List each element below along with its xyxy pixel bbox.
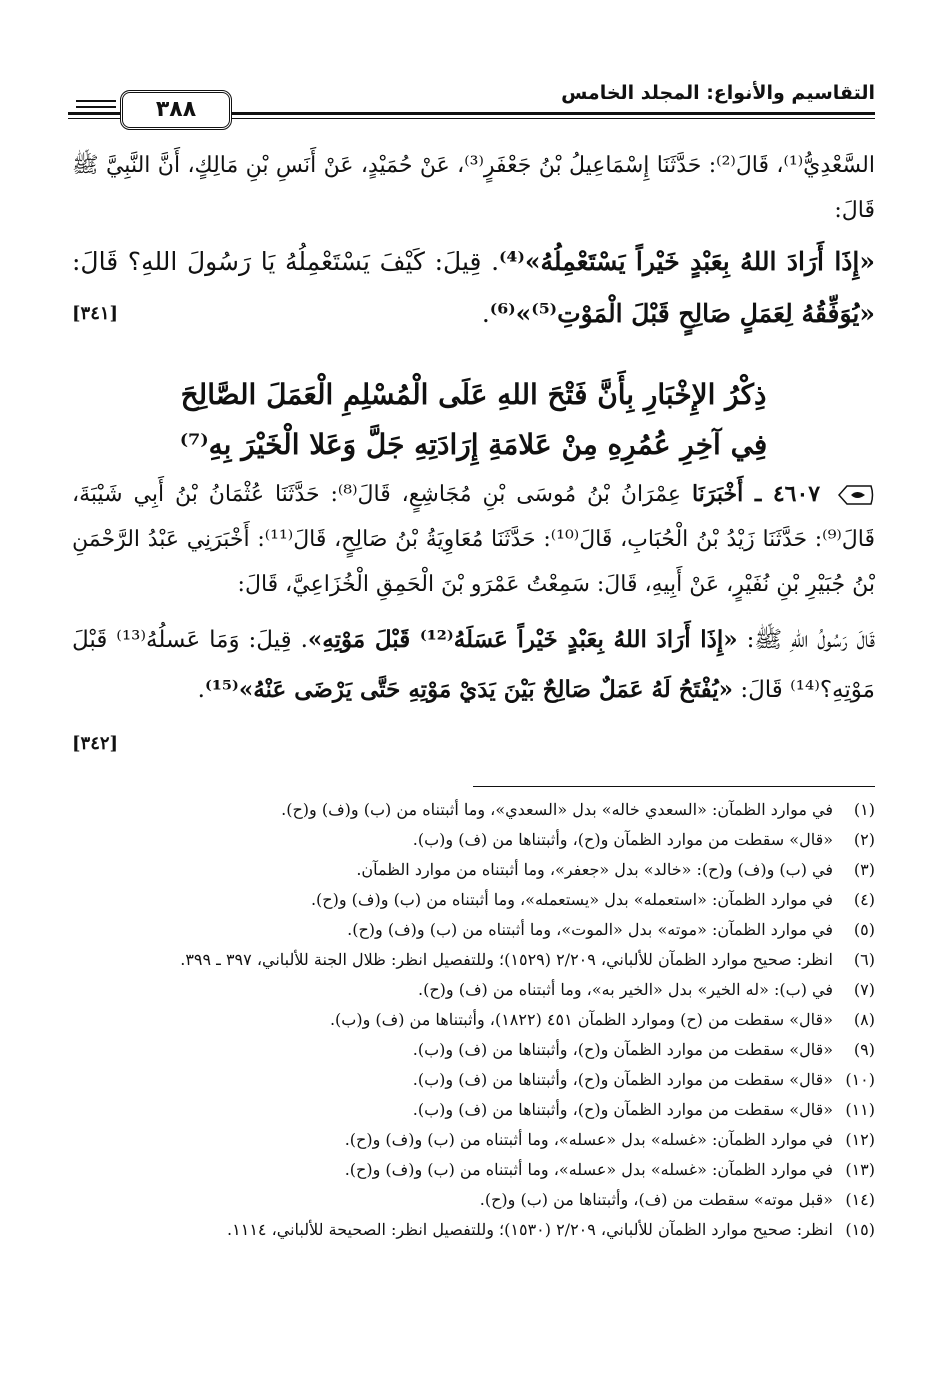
- footnote: [72, 915, 875, 945]
- hadith-text-342: [72, 615, 875, 715]
- footnote: [72, 855, 875, 885]
- footnote-number: (٤): [853, 890, 875, 909]
- footnote: [72, 945, 875, 975]
- footnote-text: «قال» سقطت من موارد الظمآن و(ح)، وأثبتناها من (ف) و(ب).: [412, 1070, 833, 1089]
- footnote-number: (١٤): [845, 1190, 875, 1209]
- prophet-quote: «إِذَا أَرَادَ اللهُ بِعَبْدٍ خَيْراً يَسْتَعْمِلُهُ»⁽⁴⁾: [499, 247, 875, 276]
- footnote-number: (٦): [853, 950, 875, 969]
- footnote-number: (١٥): [845, 1220, 875, 1239]
- question-text: . قِيلَ: وَمَا عَسلُهُ⁽¹³⁾ قَبْلَ مَوْتِهِ؟⁽¹⁴⁾ قَالَ:: [72, 627, 875, 703]
- footnote: [72, 885, 875, 915]
- footnote: [72, 795, 875, 825]
- footnote-text: في موارد الظمآن: «موته» بدل «الموت»، وما أثبتناه من (ب) و(ف) و(ح).: [347, 920, 833, 939]
- hadith-number: ٤٦٠٧ ـ أَخْبَرَنَا: [691, 481, 821, 507]
- sentence-end: .: [197, 677, 205, 703]
- footnote-number: (٣): [853, 860, 875, 879]
- prophet-answer: «يُوَفِّقُهُ لِعَمَلٍ صَالِحٍ قَبْلَ الْمَوْتِ⁽⁵⁾»⁽⁶⁾: [489, 299, 875, 328]
- page-header: [68, 76, 875, 132]
- sentence-end: .: [481, 299, 490, 328]
- prophet-quote: «إِذَا أَرَادَ اللهُ بِعَبْدٍ خَيْراً عَسَلَهُ⁽¹²⁾ قَبْلَ مَوْتِهِ»: [307, 626, 738, 653]
- page-number-ornament-line: [76, 100, 116, 102]
- hadith-reference: [٣٤١]: [72, 303, 119, 324]
- isnad-text: عِمْرَانُ بْنُ مُوسَى بْنِ مُجَاشِعٍ، قَالَ⁽⁸⁾: حَدَّثَنَا عُثْمَانُ بْنُ أَبِي شَيْبَةَ، قَالَ⁽⁹⁾: حَدَّثَنَا زَيْدُ بْنُ الْحُبَابِ، قَالَ⁽¹⁰⁾: حَدَّثَنَا مُعَاوِيَةُ بْنُ صَالِحٍ، قَالَ⁽¹¹⁾: أَخْبَرَنِي عَبْدُ الرَّحْمَنِ بْنُ جُبَيْرِ بْنِ نُفَيْرٍ، عَنْ أَبِيهِ، قَالَ: سَمِعْتُ عَمْرَو بْنَ الْحَمِقِ الْخُزَاعِيَّ، قَالَ:: [72, 482, 876, 597]
- footnote-text: «قال» سقطت من (ح) وموارد الظمآن ٤٥١ (١٨٢٢)، وأثبتناها من (ف) و(ب).: [329, 1010, 833, 1029]
- hadith-reference: [٣٤٢]: [72, 733, 119, 754]
- footnote-text: في موارد الظمآن: «استعمله» بدل «يستعمله»، وما أثبتناه من (ب) و(ف) و(ح).: [310, 890, 833, 909]
- footnote: [72, 1065, 875, 1095]
- footnote-text: في (ب): «له الخير» بدل «الخير به»، وما أثبتناه من (ف) و(ح).: [417, 980, 833, 999]
- footnotes: [72, 795, 875, 1245]
- footnote-text: «قال» سقطت من موارد الظمآن و(ح)، وأثبتناها من (ف) و(ب).: [412, 1040, 833, 1059]
- footnote: [72, 1215, 875, 1245]
- page-number-ornament-line: [76, 106, 116, 108]
- footnote-number: (١٢): [845, 1130, 875, 1149]
- footnote-text: «قال» سقطت من موارد الظمآن و(ح)، وأثبتناها من (ف) و(ب).: [412, 1100, 833, 1119]
- footnote-text: في موارد الظمآن: «السعدي خاله» بدل «السعدي»، وما أثبتناه من (ب) و(ف) و(ح).: [281, 800, 833, 819]
- running-title: التقاسيم والأنواع: المجلد الخامس: [561, 82, 875, 104]
- footnote-number: (٩): [853, 1040, 875, 1059]
- footnote-number: (٢): [853, 830, 875, 849]
- footnote: [72, 1095, 875, 1125]
- footnote-text: انظر: صحيح موارد الظمآن للألباني، ٢/٢٠٩ (١٥٣٠)؛ وللتفصيل انظر: الصحيحة للألباني، ١١١٤.: [227, 1220, 833, 1239]
- isnad-paragraph: السَّعْدِيُّ⁽¹⁾، قَالَ⁽²⁾: حَدَّثَنَا إِسْمَاعِيلُ بْنُ جَعْفَرٍ⁽³⁾، عَنْ حُمَيْدٍ، عَنْ أَنَسِ بْنِ مَالِكٍ، أَنَّ النَّبِيَّ ﷺ قَالَ:: [72, 153, 875, 223]
- footnote: [72, 1035, 875, 1065]
- footnote: [72, 825, 875, 855]
- footnote: [72, 975, 875, 1005]
- prophet-answer: «يُفْتَحُ لَهُ عَمَلٌ صَالِحٌ بَيْنَ يَدَيْ مَوْتِهِ حَتَّى يَرْضَى عَنْهُ»⁽¹⁵⁾: [204, 676, 734, 703]
- footnote-number: (٧): [853, 980, 875, 999]
- footnote: [72, 1185, 875, 1215]
- footnote-number: (٨): [853, 1010, 875, 1029]
- hadith-ornament-icon: [837, 483, 875, 507]
- footnote-text: في (ب) و(ف) و(ح): «خالد» بدل «جعفر»، وما أثبتناه من موارد الظمآن.: [356, 860, 833, 879]
- footnote: [72, 1005, 875, 1035]
- footnote-number: (١٣): [845, 1160, 875, 1179]
- chapter-heading-line: ذِكْرُ الإِخْبَارِ بِأَنَّ فَتْحَ اللهِ عَلَى الْمُسْلِمِ الْعَمَلَ الصَّالِحَ: [180, 378, 767, 411]
- footnote-text: في موارد الظمآن: «غسله» بدل «عسله»، وما أثبتناه من (ب) و(ف) و(ح).: [344, 1160, 833, 1179]
- chapter-heading: [72, 370, 875, 470]
- footnote-number: (١): [853, 800, 875, 819]
- footnote-number: (١١): [845, 1100, 875, 1119]
- footnote-text: انظر: صحيح موارد الظمآن للألباني، ٢/٢٠٩ (١٥٢٩)؛ وللتفصيل انظر: ظلال الجنة للألباني، ٣٩٧ ـ ٣٩٩.: [180, 950, 833, 969]
- narration-intro: قَالَ رَسُولُ اللهِ ﷺ:: [737, 627, 876, 653]
- footnote-text: في موارد الظمآن: «غسله» بدل «عسله»، وما أثبتناه من (ب) و(ف) و(ح).: [344, 1130, 833, 1149]
- footnote: [72, 1155, 875, 1185]
- isnad-paragraph-4607: [72, 472, 875, 607]
- hadith-text-341: [72, 236, 875, 340]
- footnote-number: (١٠): [845, 1070, 875, 1089]
- footnote-text: «قال» سقطت من موارد الظمآن و(ح)، وأثبتناها من (ف) و(ب).: [412, 830, 833, 849]
- chapter-heading-line: فِي آخِرِ عُمُرِهِ مِنْ عَلامَةِ إِرَادَتِهِ جَلَّ وَعَلا الْخَيْرَ بِهِ⁽⁷⁾: [179, 428, 768, 461]
- page-number: ٣٨٨: [120, 90, 232, 130]
- question-text: . قِيلَ: كَيْفَ يَسْتَعْمِلُهُ يَا رَسُولَ اللهِ؟ قَالَ:: [72, 247, 500, 276]
- footnote-text: «قبل موته» سقطت من (ف)، وأثبتناها من (ب) و(ح).: [479, 1190, 833, 1209]
- footnote: [72, 1125, 875, 1155]
- footnote-number: (٥): [853, 920, 875, 939]
- footnote-separator: [473, 786, 875, 787]
